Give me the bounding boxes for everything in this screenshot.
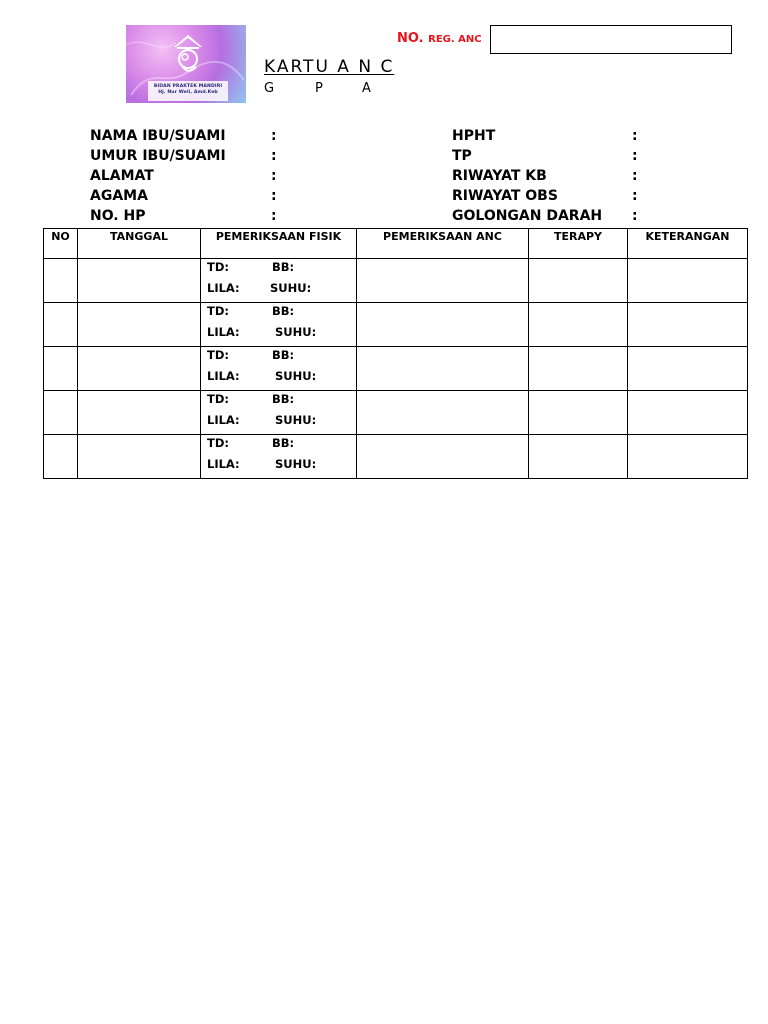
cell-terapy[interactable] bbox=[529, 259, 628, 303]
cell-keterangan[interactable] bbox=[628, 259, 748, 303]
value-riwayat-kb[interactable]: : bbox=[632, 168, 638, 184]
td-label: TD: bbox=[207, 304, 229, 318]
cell-keterangan[interactable] bbox=[628, 303, 748, 347]
bb-label: BB: bbox=[272, 392, 295, 406]
label-no-hp: NO. HP bbox=[90, 208, 146, 224]
table-row bbox=[44, 303, 748, 347]
suhu-label: SUHU: bbox=[275, 325, 317, 339]
cell-pemeriksaan-anc[interactable] bbox=[357, 435, 529, 479]
cell-terapy[interactable] bbox=[529, 347, 628, 391]
cell-pemeriksaan-fisik[interactable] bbox=[201, 391, 357, 435]
cell-tanggal[interactable] bbox=[78, 259, 201, 303]
card-title: KARTU A N C bbox=[264, 57, 395, 77]
cell-keterangan[interactable] bbox=[628, 391, 748, 435]
cell-pemeriksaan-anc[interactable] bbox=[357, 303, 529, 347]
cell-pemeriksaan-fisik[interactable] bbox=[201, 259, 357, 303]
anc-visit-table bbox=[43, 228, 748, 479]
lila-label: LILA: bbox=[207, 281, 240, 295]
td-label: TD: bbox=[207, 436, 229, 450]
cell-terapy[interactable] bbox=[529, 303, 628, 347]
cell-tanggal[interactable] bbox=[78, 347, 201, 391]
lila-label: LILA: bbox=[207, 413, 240, 427]
cell-terapy[interactable] bbox=[529, 435, 628, 479]
cell-tanggal[interactable] bbox=[78, 435, 201, 479]
cell-pemeriksaan-anc[interactable] bbox=[357, 391, 529, 435]
cell-pemeriksaan-anc[interactable] bbox=[357, 347, 529, 391]
logo-line-2: Hj. Nur Weli, Amd.Keb bbox=[158, 90, 218, 95]
suhu-label: SUHU: bbox=[270, 281, 312, 295]
col-header-terapy: TERAPY bbox=[529, 229, 628, 259]
value-riwayat-obs[interactable]: : bbox=[632, 188, 638, 204]
label-umur: UMUR IBU/SUAMI bbox=[90, 148, 226, 164]
bb-label: BB: bbox=[272, 436, 295, 450]
value-hpht[interactable]: : bbox=[632, 128, 638, 144]
cell-no[interactable] bbox=[44, 303, 78, 347]
td-label: TD: bbox=[207, 392, 229, 406]
table-row bbox=[44, 347, 748, 391]
label-alamat: ALAMAT bbox=[90, 168, 154, 184]
cell-pemeriksaan-fisik[interactable] bbox=[201, 347, 357, 391]
suhu-label: SUHU: bbox=[275, 369, 317, 383]
table-row bbox=[44, 259, 748, 303]
label-hpht: HPHT bbox=[452, 128, 496, 144]
value-golongan-darah[interactable]: : bbox=[632, 208, 638, 224]
col-header-pemeriksaan-anc: PEMERIKSAAN ANC bbox=[357, 229, 529, 259]
logo-line-1: BIDAN PRAKTEK MANDIRI bbox=[153, 84, 223, 89]
cell-no[interactable] bbox=[44, 391, 78, 435]
value-nama[interactable]: : bbox=[271, 128, 277, 144]
value-no-hp[interactable]: : bbox=[271, 208, 277, 224]
bb-label: BB: bbox=[272, 260, 295, 274]
label-golongan-darah: GOLONGAN DARAH bbox=[452, 208, 603, 224]
label-agama: AGAMA bbox=[90, 188, 148, 204]
cell-keterangan[interactable] bbox=[628, 435, 748, 479]
value-alamat[interactable]: : bbox=[271, 168, 277, 184]
gpa-a: A bbox=[362, 81, 371, 96]
cell-terapy[interactable] bbox=[529, 391, 628, 435]
cell-pemeriksaan-fisik[interactable] bbox=[201, 303, 357, 347]
lila-label: LILA: bbox=[207, 369, 240, 383]
td-label: TD: bbox=[207, 348, 229, 362]
suhu-label: SUHU: bbox=[275, 457, 317, 471]
lila-label: LILA: bbox=[207, 457, 240, 471]
gpa-g: G bbox=[264, 81, 275, 96]
value-agama[interactable]: : bbox=[271, 188, 277, 204]
col-header-no: NO bbox=[44, 229, 78, 259]
reg-anc-label bbox=[397, 31, 482, 46]
td-label: TD: bbox=[207, 260, 229, 274]
value-tp[interactable]: : bbox=[632, 148, 638, 164]
bb-label: BB: bbox=[272, 304, 295, 318]
cell-tanggal[interactable] bbox=[78, 391, 201, 435]
cell-pemeriksaan-anc[interactable] bbox=[357, 259, 529, 303]
reg-anc-field[interactable] bbox=[490, 25, 732, 54]
col-header-pemeriksaan-fisik: PEMERIKSAAN FISIK bbox=[201, 229, 357, 259]
cell-keterangan[interactable] bbox=[628, 347, 748, 391]
label-nama: NAMA IBU/SUAMI bbox=[90, 128, 226, 144]
bb-label: BB: bbox=[272, 348, 295, 362]
col-header-keterangan: KETERANGAN bbox=[628, 229, 748, 259]
table-row bbox=[44, 391, 748, 435]
clinic-logo bbox=[126, 25, 246, 103]
reg-suffix: REG. ANC bbox=[428, 34, 482, 45]
cell-tanggal[interactable] bbox=[78, 303, 201, 347]
reg-prefix: NO. bbox=[397, 31, 424, 46]
label-tp: TP bbox=[452, 148, 472, 164]
col-header-tanggal: TANGGAL bbox=[78, 229, 201, 259]
cell-no[interactable] bbox=[44, 435, 78, 479]
value-umur[interactable]: : bbox=[271, 148, 277, 164]
cell-pemeriksaan-fisik[interactable] bbox=[201, 435, 357, 479]
cell-no[interactable] bbox=[44, 347, 78, 391]
suhu-label: SUHU: bbox=[275, 413, 317, 427]
gpa-p: P bbox=[315, 81, 323, 96]
lila-label: LILA: bbox=[207, 325, 240, 339]
table-header-row bbox=[44, 229, 748, 259]
cell-no[interactable] bbox=[44, 259, 78, 303]
label-riwayat-obs: RIWAYAT OBS bbox=[452, 188, 558, 204]
label-riwayat-kb: RIWAYAT KB bbox=[452, 168, 547, 184]
table-row bbox=[44, 435, 748, 479]
